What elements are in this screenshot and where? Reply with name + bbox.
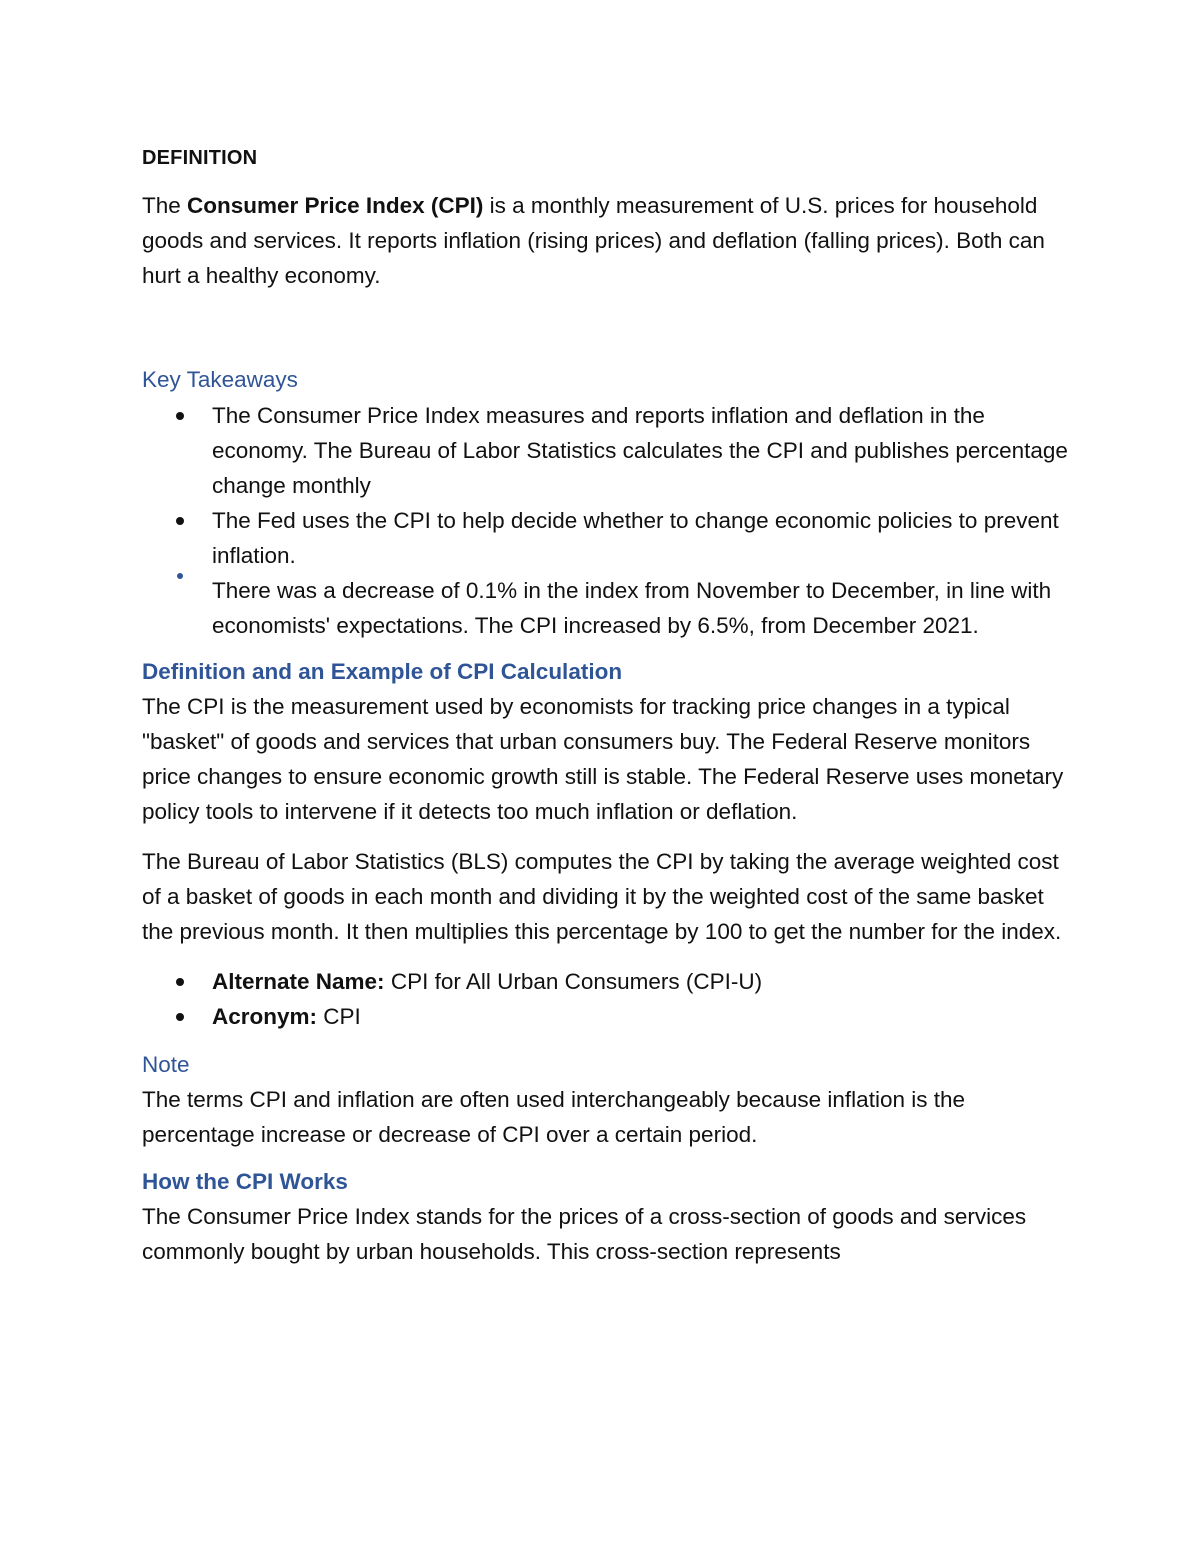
example-paragraph-2: The Bureau of Labor Statistics (BLS) computes the CPI by taking the average weighted cost of a basket of goods in each month and dividing it by the weighted cost of the same basket the previous month. It then multiplies this percentage by 100 to get the number for the index. [142,849,1062,944]
takeaway-text: The Fed uses the CPI to help decide whether to change economic policies to prevent inflation. [212,508,1059,568]
bullet-icon [176,517,184,525]
bullet-icon [176,978,184,986]
fact-value: CPI for All Urban Consumers (CPI-U) [384,969,763,994]
note-heading: Note [142,1052,190,1077]
bullet-icon [176,412,184,420]
list-item [142,964,1072,999]
how-it-works-text: The Consumer Price Index stands for the prices of a cross-section of goods and services commonly bought by urban households. This cross-section represents [142,1204,1027,1264]
fact-label: Alternate Name: [212,969,385,994]
bullet-icon [176,1013,184,1021]
definition-term: Consumer Price Index (CPI) [187,193,484,218]
list-item [142,503,1072,573]
definition-intro-post: is a monthly measurement of U.S. prices for household goods and services. It reports inflation (rising prices) and deflation (falling prices). Both can hurt a healthy economy. [142,193,1045,288]
key-takeaways-list [142,398,1072,643]
facts-list [142,964,1072,1034]
takeaway-text: There was a decrease of 0.1% in the index from November to December, in line with economists' expectations. The CPI increased by 6.5%, from December 2021. [212,578,1052,638]
bullet-icon [177,573,183,579]
definition-intro-pre: The [142,193,188,218]
example-section-heading: Definition and an Example of CPI Calculation [142,659,623,684]
fact-label: Acronym: [212,1004,318,1029]
note-text: The terms CPI and inflation are often used interchangeably because inflation is the percentage increase or decrease of CPI over a certain period. [142,1087,965,1147]
how-it-works-heading: How the CPI Works [142,1169,348,1194]
list-item [142,999,1072,1034]
key-takeaways-heading: Key Takeaways [142,367,298,392]
fact-value: CPI [317,1004,361,1029]
takeaway-text: The Consumer Price Index measures and reports inflation and deflation in the economy. The Bureau of Labor Statistics calculates the CPI and publishes percentage change monthly [212,403,1068,498]
example-paragraph-1: The CPI is the measurement used by economists for tracking price changes in a typical "basket" of goods and services that urban consumers buy. The Federal Reserve monitors price changes to ensure economic growth still is stable. The Federal Reserve uses monetary policy tools to intervene if it detects too much inflation or deflation. [142,694,1064,824]
document-page [142,140,1072,1269]
list-item [142,398,1072,503]
definition-paragraph [142,188,1072,293]
definition-heading: DEFINITION [142,147,258,169]
list-item [142,573,1072,643]
